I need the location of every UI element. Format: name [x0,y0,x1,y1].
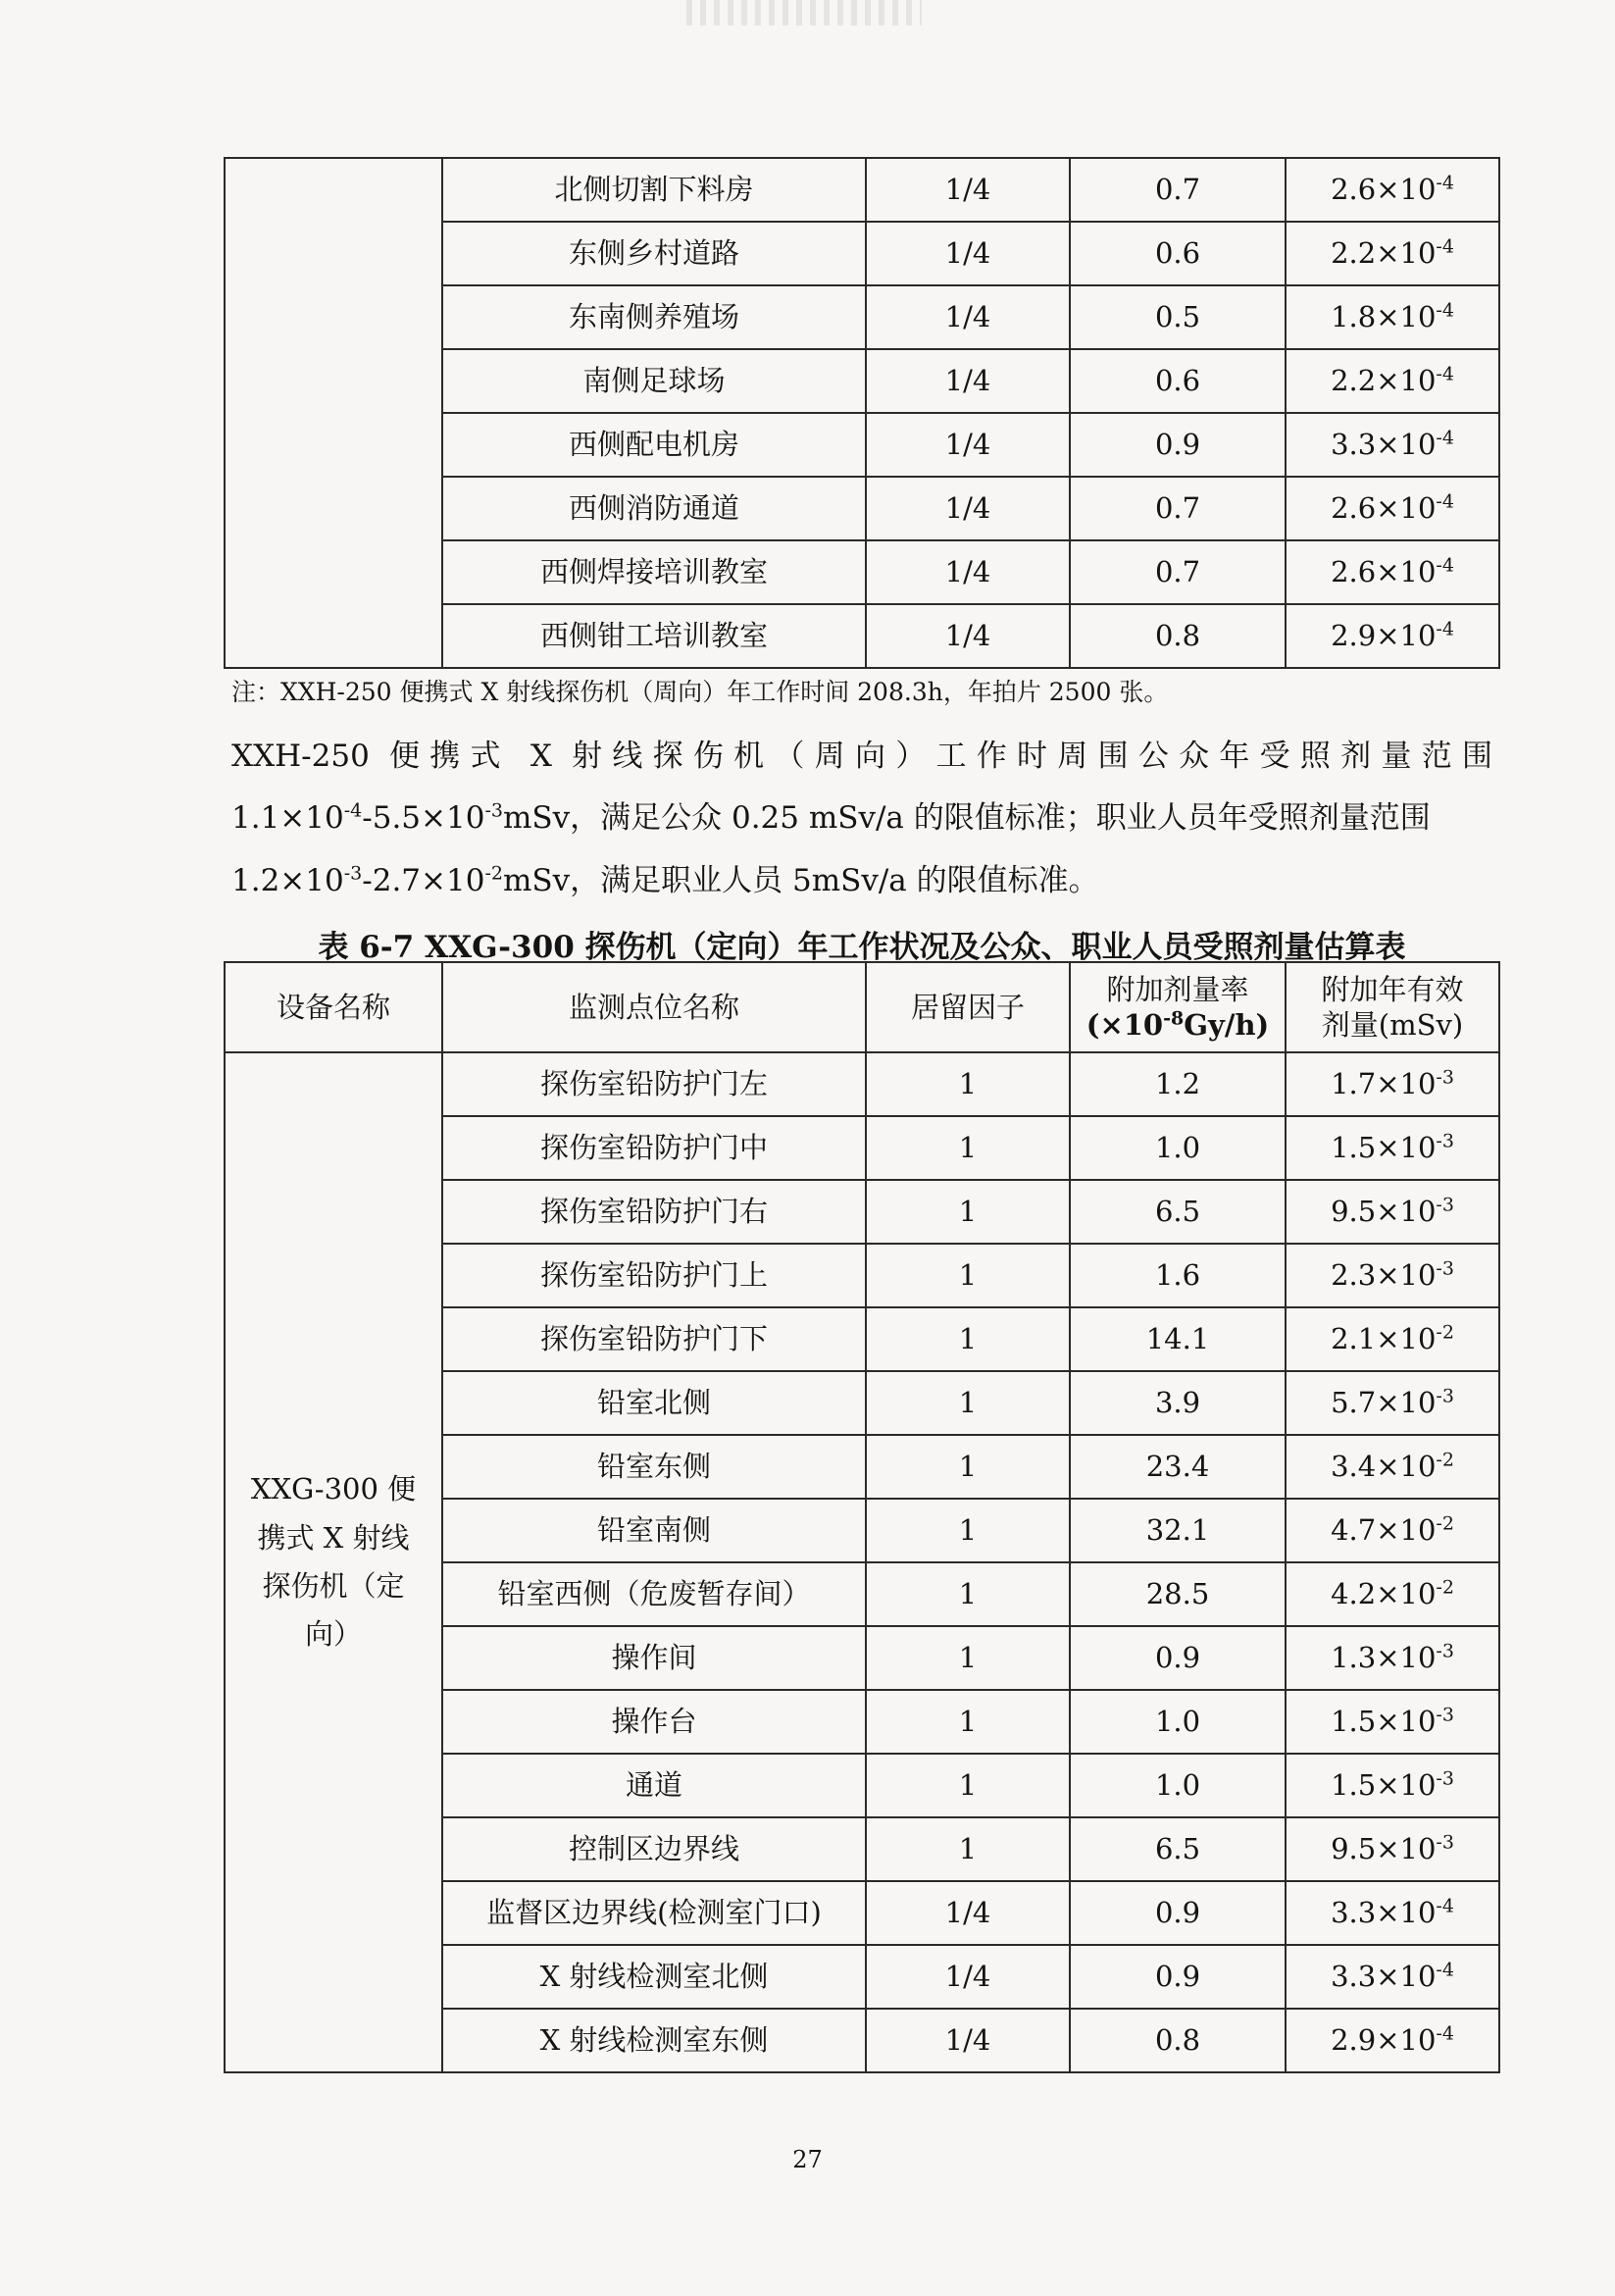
dose-cell: $1.5\times 10^{-3}$ [1286,1754,1499,1817]
rate-cell: 0.5 [1070,285,1286,349]
point-cell: 东南侧养殖场 [442,285,866,349]
dose-cell: $2.6\times 10^{-4}$ [1286,540,1499,604]
point-cell: 铅室北侧 [442,1371,866,1435]
factor-cell: 1/4 [866,349,1070,413]
header-dose: 附加年有效 剂量(mSv) [1286,962,1499,1052]
rate-cell: 1.2 [1070,1052,1286,1116]
rate-cell: 1.0 [1070,1690,1286,1754]
rate-cell: 0.7 [1070,158,1286,222]
rate-cell: 1.0 [1070,1754,1286,1817]
rate-cell: 0.7 [1070,477,1286,540]
factor-cell: 1 [866,1435,1070,1499]
factor-cell: 1 [866,1499,1070,1562]
rate-cell: 0.9 [1070,1881,1286,1945]
factor-cell: 1/4 [866,2009,1070,2072]
rate-cell: 0.9 [1070,1626,1286,1690]
factor-cell: 1/4 [866,1881,1070,1945]
point-cell: 探伤室铅防护门左 [442,1052,866,1116]
point-cell: 西侧配电机房 [442,413,866,477]
point-cell: 铅室西侧（危废暂存间） [442,1562,866,1626]
point-cell: 西侧消防通道 [442,477,866,540]
point-cell: 监督区边界线(检测室门口) [442,1881,866,1945]
factor-cell: 1/4 [866,604,1070,668]
dose-cell: $1.7\times 10^{-3}$ [1286,1052,1499,1116]
dose-cell: $1.5\times 10^{-3}$ [1286,1116,1499,1180]
dose-cell: $2.1\times 10^{-2}$ [1286,1307,1499,1371]
rate-cell: 28.5 [1070,1562,1286,1626]
factor-cell: 1 [866,1626,1070,1690]
dose-cell: $5.7\times 10^{-3}$ [1286,1371,1499,1435]
dose-table-6-7 [224,961,1500,2073]
factor-cell: 1 [866,1116,1070,1180]
table-header-row [225,962,1499,1052]
device-name-cell: XXG-300 便 携式 X 射线 探伤机（定 向） [225,1052,442,2072]
factor-cell: 1/4 [866,540,1070,604]
table-row [225,158,1499,222]
dose-cell: $1.5\times 10^{-3}$ [1286,1690,1499,1754]
scan-artifact [686,0,922,26]
table-caption: 表 6-7 XXG-300 探伤机（定向）年工作状况及公众、职业人员受照剂量估算表 [318,930,1406,965]
point-cell: 探伤室铅防护门中 [442,1116,866,1180]
point-cell: 北侧切割下料房 [442,158,866,222]
dose-cell: $4.2\times 10^{-2}$ [1286,1562,1499,1626]
point-cell: 操作间 [442,1626,866,1690]
rate-cell: 0.9 [1070,413,1286,477]
header-rate: 附加剂量率 $(\times 10^{-8}Gy/h)$ [1070,962,1286,1052]
factor-cell: 1 [866,1244,1070,1307]
factor-cell: 1/4 [866,222,1070,285]
dose-cell: $1.3\times 10^{-3}$ [1286,1626,1499,1690]
factor-cell: 1 [866,1817,1070,1881]
point-cell: 控制区边界线 [442,1817,866,1881]
factor-cell: 1/4 [866,158,1070,222]
rate-cell: 0.6 [1070,349,1286,413]
point-cell: 南侧足球场 [442,349,866,413]
rate-cell: 0.8 [1070,2009,1286,2072]
paragraph-line-2: $1.1\times 10^{-4}-5.5\times 10^{-3}mSv$，满足公众 0.25 mSv/a 的限值标准；职业人员年受照剂量范围 [231,799,1431,836]
rate-cell: 3.9 [1070,1371,1286,1435]
factor-cell: 1 [866,1690,1070,1754]
point-cell: 铅室东侧 [442,1435,866,1499]
rate-cell: 32.1 [1070,1499,1286,1562]
point-cell: 操作台 [442,1690,866,1754]
factor-cell: 1/4 [866,1945,1070,2009]
rate-cell: 1.6 [1070,1244,1286,1307]
point-cell: 西侧焊接培训教室 [442,540,866,604]
dose-cell: $3.3\times 10^{-4}$ [1286,1945,1499,2009]
dose-cell: $2.2\times 10^{-4}$ [1286,349,1499,413]
device-cell-empty [225,158,442,668]
dose-cell: $4.7\times 10^{-2}$ [1286,1499,1499,1562]
header-device: 设备名称 [225,962,442,1052]
point-cell: 东侧乡村道路 [442,222,866,285]
dose-cell: $2.2\times 10^{-4}$ [1286,222,1499,285]
factor-cell: 1 [866,1562,1070,1626]
rate-cell: 0.6 [1070,222,1286,285]
rate-cell: 0.9 [1070,1945,1286,2009]
factor-cell: 1 [866,1754,1070,1817]
header-point: 监测点位名称 [442,962,866,1052]
dose-cell: $9.5\times 10^{-3}$ [1286,1180,1499,1244]
rate-cell: 14.1 [1070,1307,1286,1371]
table-note: 注：XXH-250 便携式 X 射线探伤机（周向）年工作时间 208.3h，年拍片 2500 张。 [231,678,1169,706]
dose-cell: $2.6\times 10^{-4}$ [1286,158,1499,222]
table-row [225,1052,1499,1116]
factor-cell: 1/4 [866,285,1070,349]
page-number: 27 [792,2146,823,2173]
paragraph-line-1: XXH-250 便携式 X 射线探伤机（周向）工作时周围公众年受照剂量范围 [231,739,1492,774]
point-cell: 探伤室铅防护门下 [442,1307,866,1371]
dose-cell: $2.9\times 10^{-4}$ [1286,2009,1499,2072]
rate-cell: 6.5 [1070,1180,1286,1244]
factor-cell: 1 [866,1307,1070,1371]
paragraph-line-3: $1.2\times 10^{-3}-2.7\times 10^{-2}mSv$，满足职业人员 5mSv/a 的限值标准。 [231,862,1099,898]
point-cell: X 射线检测室东侧 [442,2009,866,2072]
point-cell: 铅室南侧 [442,1499,866,1562]
factor-cell: 1 [866,1371,1070,1435]
dose-cell: $3.3\times 10^{-4}$ [1286,1881,1499,1945]
dose-cell: $2.9\times 10^{-4}$ [1286,604,1499,668]
rate-cell: 0.7 [1070,540,1286,604]
dose-cell: $1.8\times 10^{-4}$ [1286,285,1499,349]
dose-table-continued [224,157,1500,669]
dose-cell: $3.4\times 10^{-2}$ [1286,1435,1499,1499]
point-cell: 探伤室铅防护门上 [442,1244,866,1307]
point-cell: 通道 [442,1754,866,1817]
dose-cell: $2.6\times 10^{-4}$ [1286,477,1499,540]
rate-cell: 23.4 [1070,1435,1286,1499]
factor-cell: 1 [866,1180,1070,1244]
dose-cell: $2.3\times 10^{-3}$ [1286,1244,1499,1307]
factor-cell: 1 [866,1052,1070,1116]
rate-cell: 6.5 [1070,1817,1286,1881]
dose-cell: $9.5\times 10^{-3}$ [1286,1817,1499,1881]
point-cell: X 射线检测室北侧 [442,1945,866,2009]
factor-cell: 1/4 [866,477,1070,540]
point-cell: 西侧钳工培训教室 [442,604,866,668]
factor-cell: 1/4 [866,413,1070,477]
rate-cell: 0.8 [1070,604,1286,668]
rate-cell: 1.0 [1070,1116,1286,1180]
dose-cell: $3.3\times 10^{-4}$ [1286,413,1499,477]
header-factor: 居留因子 [866,962,1070,1052]
point-cell: 探伤室铅防护门右 [442,1180,866,1244]
